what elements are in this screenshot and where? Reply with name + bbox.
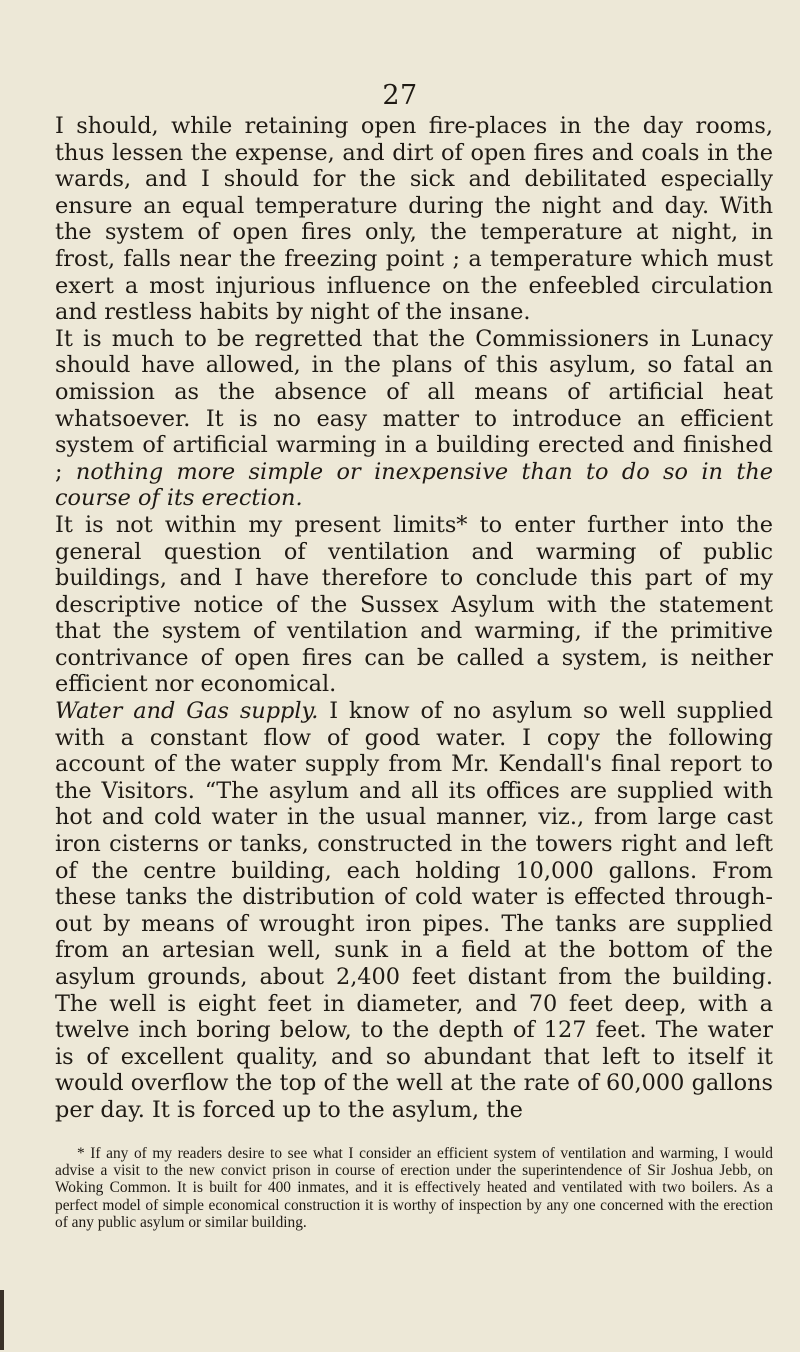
- body-text: [55, 113, 773, 1124]
- footnote: [55, 1145, 773, 1231]
- section-heading-water-gas: Water and Gas supply.: [55, 698, 319, 725]
- paragraph-commissioners: [55, 326, 773, 512]
- paragraph-heating: I should, while retaining open fire-places in the day rooms, thus lessen the expense, and dirt of open fires and coals in the wards, and I should for the sick and debilitated especially ensure an equal temperature during the night and day. With the system of open fires only, the temperature at night, in frost, falls near the freezing point ; a temperature which must exert a most injurious influence on the enfeebled circulation and restless habits by night of the insane.: [55, 113, 773, 326]
- paragraph-ventilation: It is not within my present limits* to enter further into the general question of ventilation and warming of public buildings, and I have therefore to conclude this part of my descriptive notice of the Sussex Asylum with the statement that the system of ventilation and warming, if the primitive contrivance of open fires can be called a system, is neither efficient nor economical.: [55, 511, 773, 698]
- paragraph-commissioners-italic: nothing more simple or inexpensive than to do so in the course of its erection.: [55, 458, 773, 512]
- page-edge-shadow: [0, 1290, 4, 1350]
- paragraph-commissioners-text: It is much to be regretted that the Commissioners in Lunacy should have allowed, in the plans of this asylum, so fatal an omission as the absence of all means of artificial heat whatsoever. It is no easy matter to introduce an efficient system of artificial warming in a building erected and finished ;: [55, 325, 773, 485]
- footnote-text: * If any of my readers desire to see what I consider an efficient system of ventilation and warming, I would advise a visit to the new convict prison in course of erection under the superintendence of Sir Joshua Jebb, on Woking Common. It is built for 400 inmates, and it is effectively heated and ventilated with two boilers. As a perfect model of simple economical construction it is worthy of inspection by any one concerned with the erection of any public asylum or similar building.: [55, 1145, 773, 1231]
- paragraph-water-supply-text: I know of no asylum so well supplied with a constant flow of good water. I copy the following account of the water supply from Mr. Kendall's final report to the Visitors. “The asylum and all its offices are supplied with hot and cold water in the usual manner, viz., from large cast iron cisterns or tanks, constructed in the towers right and left of the centre building, each holding 10,000 gallons. From these tanks the distribution of cold water is effected throughout by means of wrought iron pipes. The tanks are supplied from an artesian well, sunk in a field at the bottom of the asylum grounds, about 2,400 feet distant from the building. The well is eight feet in diameter, and 70 feet deep, with a twelve inch boring below, to the depth of 127 feet. The water is of excellent quality, and so abundant that left to itself it would overflow the top of the well at the rate of 60,000 gallons per day. It is forced up to the asylum, the: [55, 698, 773, 1123]
- page-number: 27: [382, 80, 418, 111]
- paragraph-water-supply: [55, 698, 773, 1124]
